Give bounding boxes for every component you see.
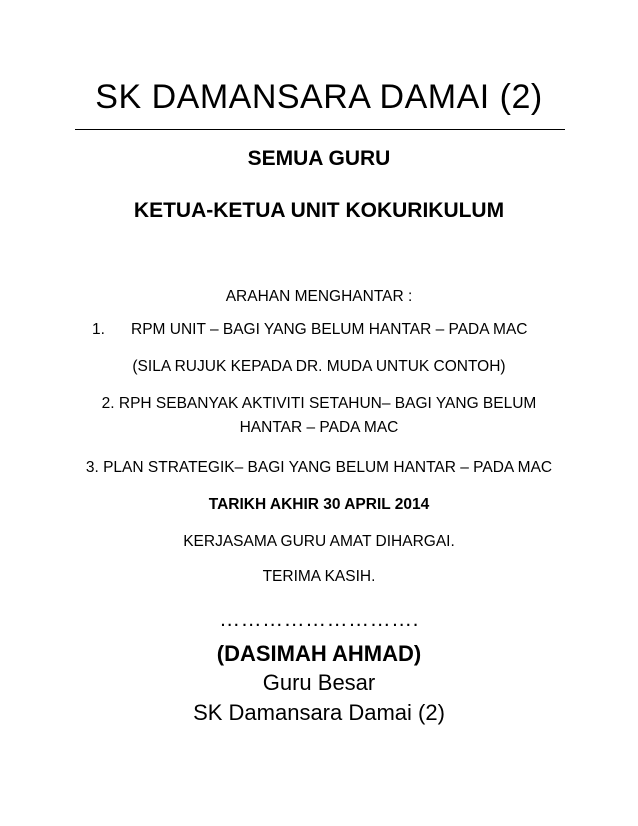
item-2-line-1: 2. RPH SEBANYAK AKTIVITI SETAHUN– BAGI YANG BELUM	[101, 395, 537, 412]
signature-dots: ……………………….	[219, 608, 419, 631]
thanks-text: TERIMA KASIH.	[262, 568, 376, 585]
instruction-heading: ARAHAN MENGHANTAR :	[225, 288, 413, 305]
item-1-note: (SILA RUJUK KEPADA DR. MUDA UNTUK CONTOH)	[132, 358, 506, 375]
item-3-text: 3. PLAN STRATEGIK– BAGI YANG BELUM HANTAR – PADA MAC	[85, 459, 553, 476]
recipient-teachers: SEMUA GURU	[247, 147, 391, 170]
item-1-number: 1.	[92, 321, 105, 338]
item-1-text: RPM UNIT – BAGI YANG BELUM HANTAR – PADA MAC	[131, 321, 528, 338]
cooperation-text: KERJASAMA GURU AMAT DIHARGAI.	[183, 533, 455, 550]
recipient-unit-heads: KETUA-KETUA UNIT KOKURIKULUM	[133, 199, 505, 222]
item-2-line-2: HANTAR – PADA MAC	[239, 419, 399, 436]
deadline-text: TARIKH AKHIR 30 APRIL 2014	[208, 496, 430, 513]
signer-school: SK Damansara Damai (2)	[193, 700, 445, 725]
header-divider	[75, 129, 565, 130]
school-title: SK DAMANSARA DAMAI (2)	[95, 78, 543, 116]
signer-position: Guru Besar	[262, 670, 376, 695]
signer-name: (DASIMAH AHMAD)	[216, 641, 422, 666]
